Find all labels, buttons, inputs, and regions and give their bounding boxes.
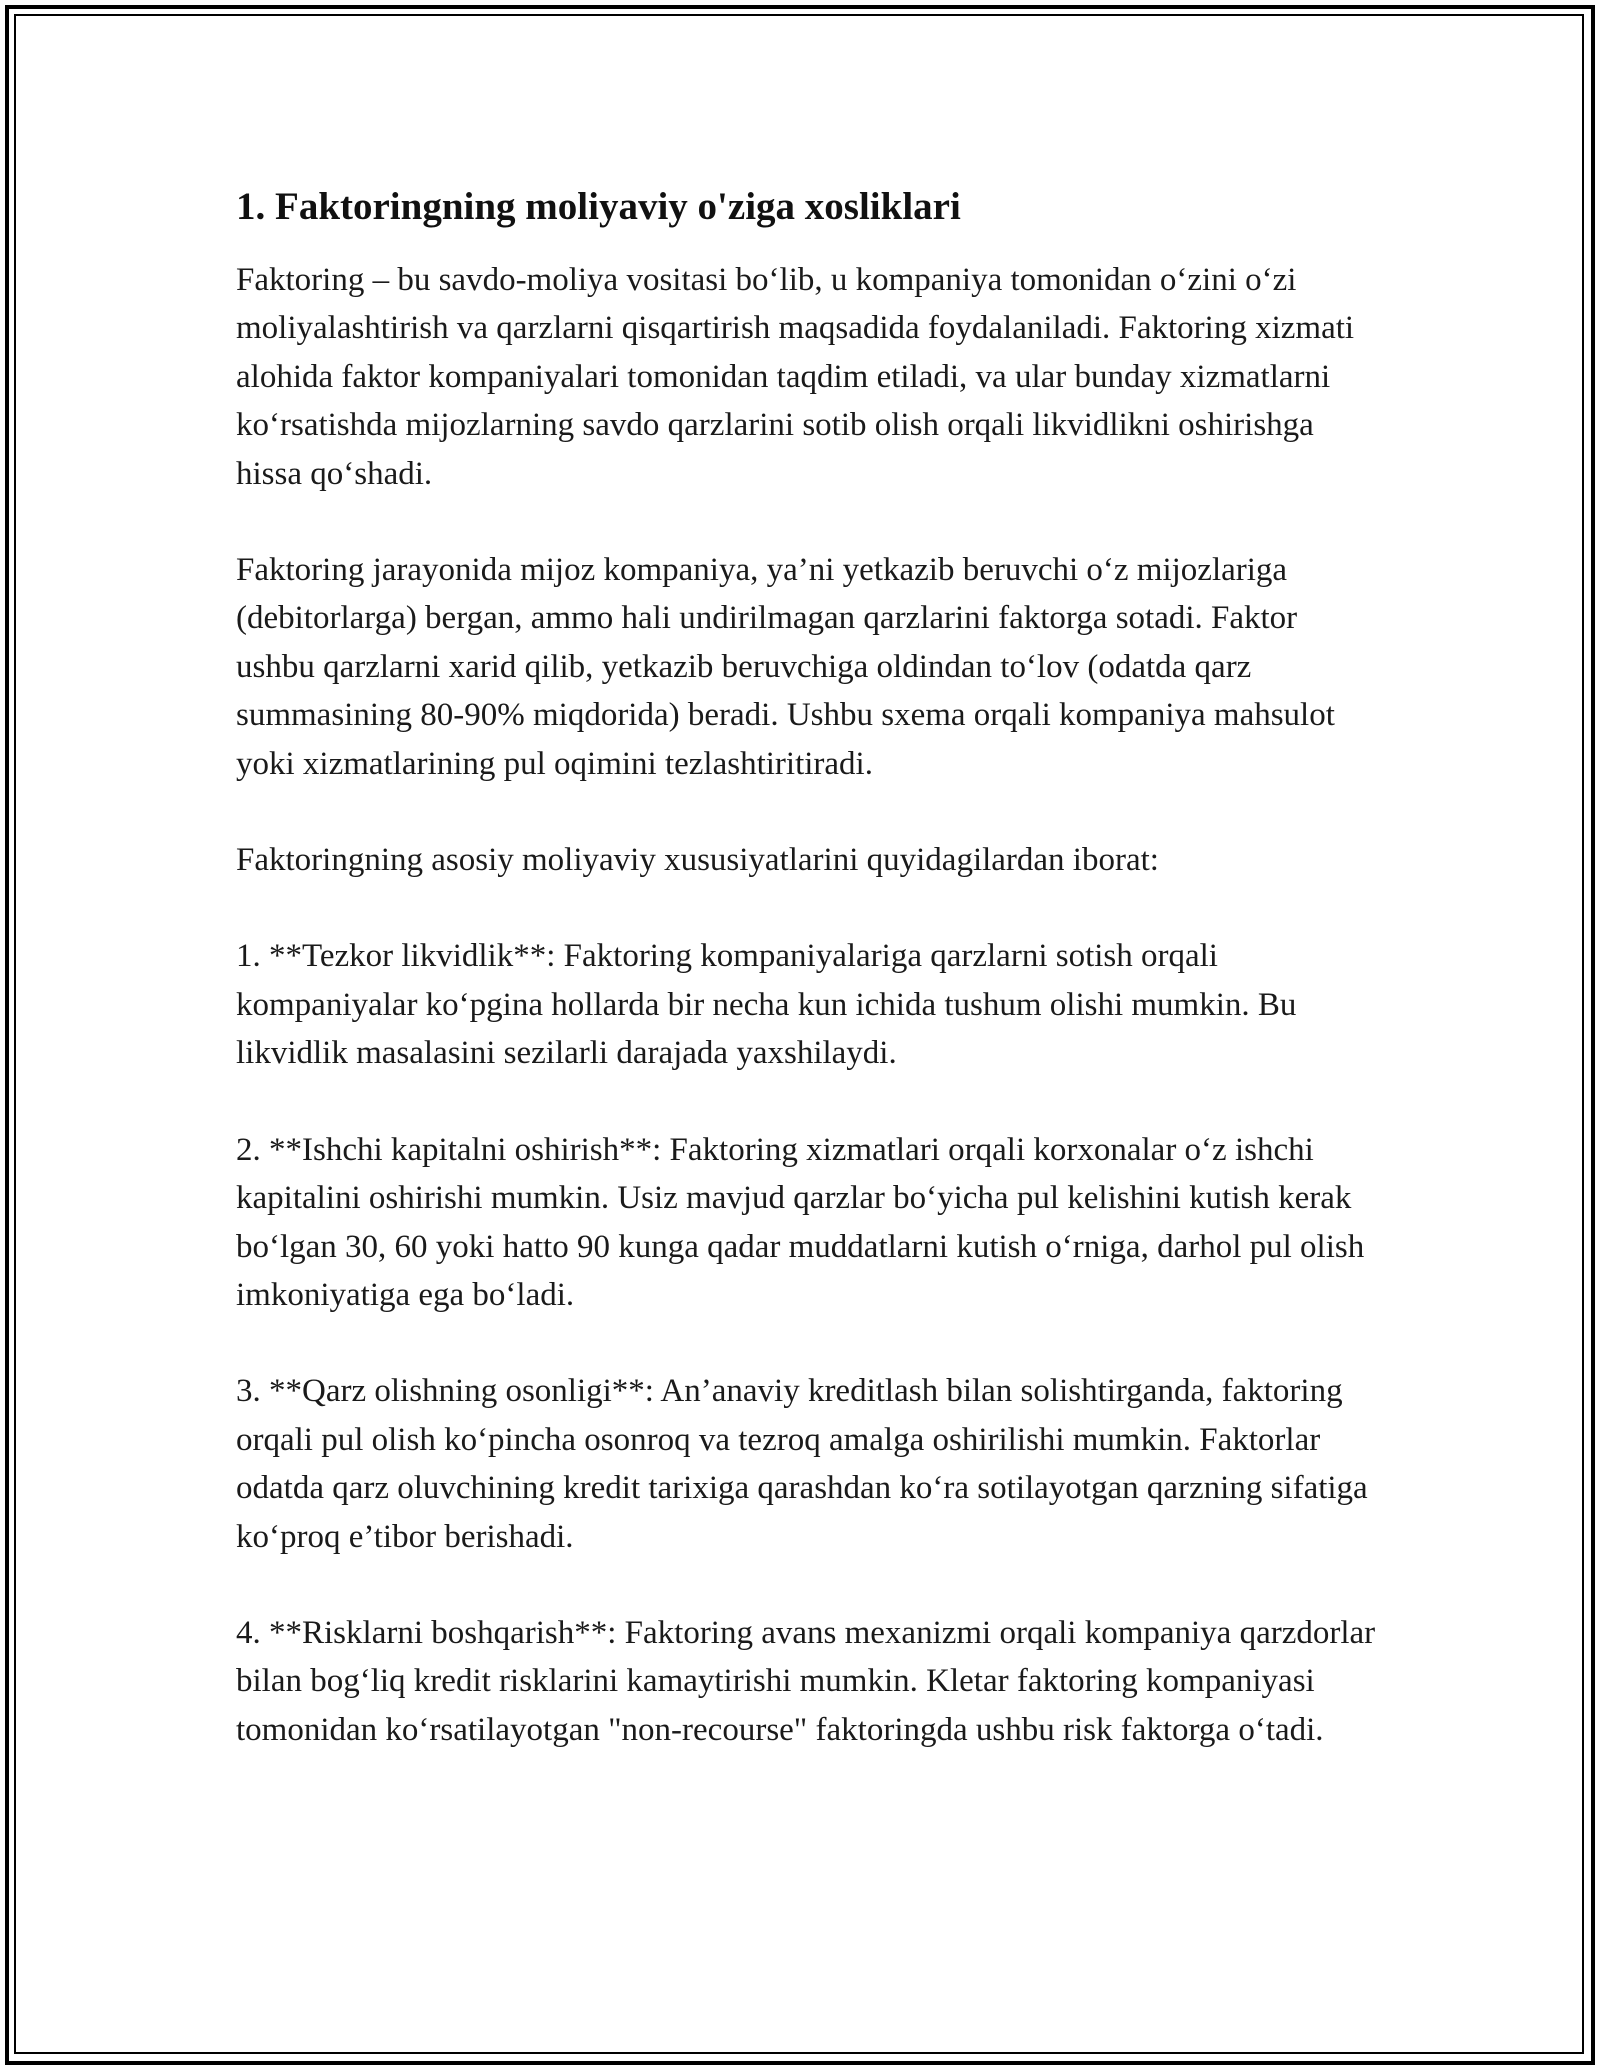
paragraph-intro: Faktoring – bu savdo-moliya vositasi bo‘lib, u kompaniya tomonidan o‘zini o‘zi moliyalashtirish va qarzlarni qisqartirish maqsadida foydalaniladi. Faktoring xizmati alohida faktor kompaniyalari tomonidan taqdim etiladi, va ular bunday xizmatlarni ko‘rsatishda mijozlarning savdo qarzlarini sotib olish orqali likvidlikni oshirishga hissa qo‘shadi. bbox=[236, 262, 1355, 492]
paragraph-process: Faktoring jarayonida mijoz kompaniya, ya’ni yetkazib beruvchi o‘z mijozlariga (debitorlarga) bergan, ammo hali undirilmagan qarzlarini faktorga sotadi. Faktor ushbu qarzlarni xarid qilib, yetkazib beruvchiga oldindan to‘lov (odatda qarz summasining 80-90% miqdorida) beradi. Ushbu sxema orqali kompaniya mahsulot yoki xizmatlarining pul oqimini tezlashtiritiradi. bbox=[236, 552, 1335, 782]
document-body bbox=[236, 182, 1376, 1802]
paragraph-features-lead: Faktoringning asosiy moliyaviy xususiyatlarini quyidagilardan iborat: bbox=[236, 842, 1159, 879]
document-title: 1. Faktoringning moliyaviy o'ziga xosliklari bbox=[236, 185, 961, 228]
list-item-ease-of-borrowing: 3. **Qarz olishning osonligi**: An’anaviy kreditlash bilan solishtirganda, faktoring orqali pul olish ko‘pincha osonroq va tezroq amalga oshirilishi mumkin. Faktorlar odatda qarz oluvchining kredit tarixiga qarashdan ko‘ra sotilayotgan qarzning sifatiga ko‘proq e’tibor berishadi. bbox=[236, 1373, 1368, 1555]
list-item-liquidity: 1. **Tezkor likvidlik**: Faktoring kompaniyalariga qarzlarni sotish orqali kompaniyalar ko‘pgina hollarda bir necha kun ichida tushum olishi mumkin. Bu likvidlik masalasini sezilarli darajada yaxshilaydi. bbox=[236, 938, 1297, 1072]
list-item-risk-management: 4. **Risklarni boshqarish**: Faktoring avans mexanizmi orqali kompaniya qarzdorlar bilan bog‘liq kredit risklarini kamaytirishi mumkin. Kletar faktoring kompaniyasi tomonidan ko‘rsatilayotgan "non-recourse" faktoringda ushbu risk faktorga o‘tadi. bbox=[236, 1614, 1376, 1748]
list-item-working-capital: 2. **Ishchi kapitalni oshirish**: Faktoring xizmatlari orqali korxonalar o‘z ishchi kapitalini oshirishi mumkin. Usiz mavjud qarzlar bo‘yicha pul kelishini kutish kerak bo‘lgan 30, 60 yoki hatto 90 kunga qadar muddatlarni kutish o‘rniga, darhol pul olish imkoniyatiga ega bo‘ladi. bbox=[236, 1131, 1365, 1313]
